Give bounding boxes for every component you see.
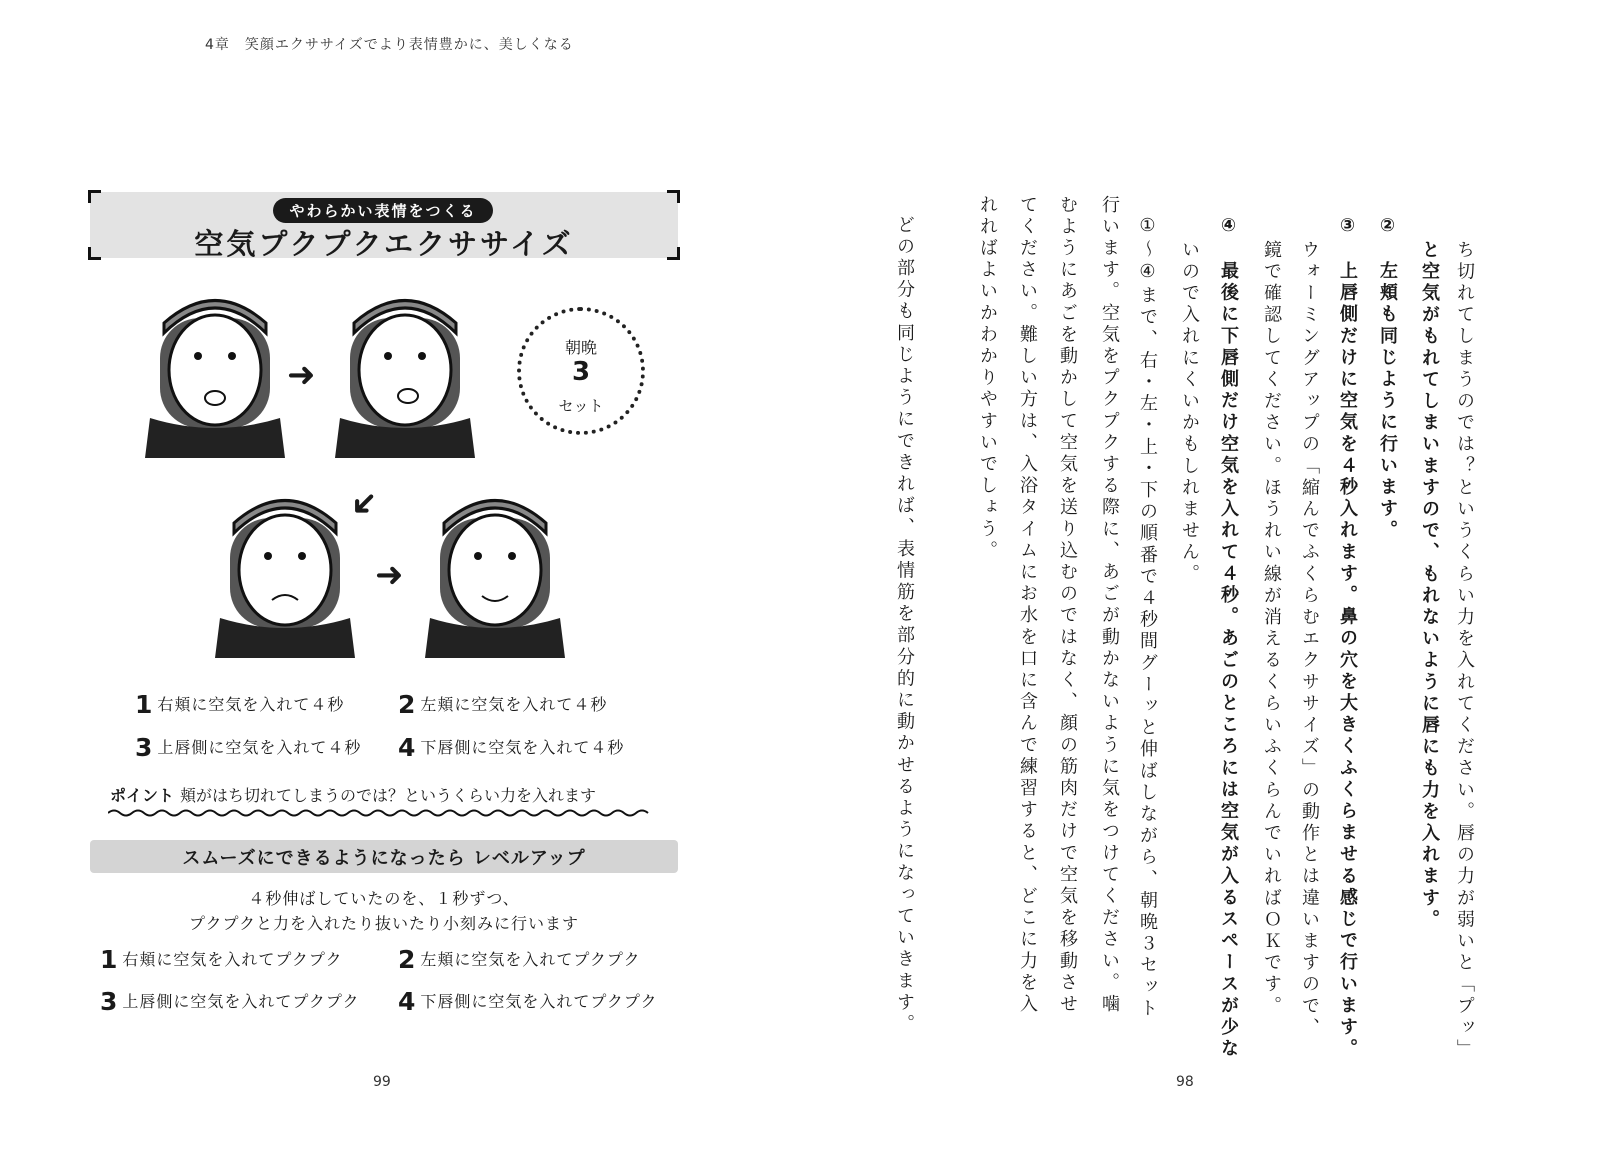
- step-number: 2: [398, 690, 417, 719]
- point-text: 頬がはち切れてしまうのでは？というくらい力を入れます: [180, 786, 597, 805]
- step-text: 上唇側に空気を入れて４秒: [157, 738, 362, 757]
- body-column: ウォーミングアップの「縮んでふくらむエクササイズ」の動作とは違いますので、: [1299, 240, 1320, 1040]
- page-number-left: 99: [373, 1074, 391, 1090]
- body-column: ② 左頬も同じように行います。: [1377, 215, 1398, 542]
- face-illustration-step2: [330, 278, 480, 458]
- arrow-down-left-icon: ➜: [340, 479, 389, 529]
- body-column: いので入れにくいかもしれません。: [1179, 240, 1200, 586]
- step-text: 右頬に空気を入れてプクプク: [122, 950, 343, 969]
- face-illustration-step1: [140, 278, 290, 458]
- step-item: [135, 733, 361, 762]
- step-item: [398, 690, 607, 719]
- levelup-step-item: [398, 945, 640, 974]
- step-text: 上唇側に空気を入れてプクプク: [122, 992, 360, 1011]
- body-column: どの部分も同じようにできれば、表情筋を部分的に動かせるようになっていきます。: [894, 215, 915, 1036]
- step-number: 3: [100, 987, 119, 1016]
- levelup-desc-line1: ４秒伸ばしていたのを、１秒ずつ、: [248, 889, 520, 908]
- levelup-heading: スムーズにできるようになったら レベルアップ: [90, 840, 678, 873]
- body-column: ①〜④まで、右・左・上・下の順番で４秒間グーッと伸ばしながら、朝晩３セット: [1137, 215, 1158, 1021]
- page-number-right: 98: [1176, 1074, 1194, 1090]
- point-label: ポイント: [110, 786, 175, 805]
- badge-line1: 朝晩: [564, 338, 597, 357]
- body-column: と空気がもれてしまいますので、もれないように唇にも力を入れます。: [1419, 240, 1440, 932]
- levelup-step-item: [100, 945, 342, 974]
- face-illustration-step4: [420, 478, 570, 658]
- levelup-step-item: [398, 987, 657, 1016]
- step-item: [135, 690, 344, 719]
- arrow-right-icon: ➜: [375, 555, 404, 595]
- step-text: 左頬に空気を入れてプクプク: [420, 950, 641, 969]
- exercise-title: 空気プクプクエクササイズ: [194, 227, 574, 261]
- face-illustration-step3: [210, 478, 360, 658]
- chapter-header: 4章 笑顔エクササイズでより表情豊かに、美しくなる: [205, 37, 574, 53]
- corner-mark: [88, 190, 101, 203]
- body-column: ④ 最後に下唇側だけ空気を入れて４秒。あごのところには空気が入るスペースが少な: [1218, 215, 1239, 1061]
- step-number: 2: [398, 945, 417, 974]
- levelup-desc-line2: プクプクと力を入れたり抜いたり小刻みに行います: [188, 914, 580, 933]
- step-number: 4: [398, 733, 417, 762]
- step-number: 4: [398, 987, 417, 1016]
- body-column: ③ 上唇側だけに空気を４秒入れます。鼻の穴を大きくふくらませる感じで行います。: [1337, 215, 1358, 1061]
- step-number: 1: [100, 945, 119, 974]
- step-text: 下唇側に空気を入れてプクプク: [420, 992, 658, 1011]
- step-number: 1: [135, 690, 154, 719]
- corner-mark: [667, 190, 680, 203]
- body-column: 鏡で確認してください。ほうれい線が消えるくらいふくらんでいればＯＫです。: [1261, 240, 1282, 1018]
- body-column: てください。難しい方は、入浴タイムにお水を口に含んで練習すると、どこに力を入: [1017, 195, 1038, 1016]
- body-column: 行います。空気をプクプクする際に、あごが動かないように気をつけてください。噛: [1099, 195, 1120, 1016]
- step-number: 3: [135, 733, 154, 762]
- wavy-divider: [108, 808, 658, 818]
- point-note: [110, 783, 596, 806]
- badge-unit: セット: [558, 397, 604, 415]
- frequency-badge: [517, 307, 645, 435]
- step-text: 右頬に空気を入れて４秒: [157, 695, 345, 714]
- exercise-subtitle: やわらかい表情をつくる: [273, 198, 493, 223]
- step-text: 下唇側に空気を入れて４秒: [420, 738, 625, 757]
- step-text: 左頬に空気を入れて４秒: [420, 695, 608, 714]
- body-column: むようにあごを動かして空気を送り込むのではなく、顔の筋肉だけで空気を移動させ: [1057, 195, 1078, 1016]
- arrow-right-icon: ➜: [287, 355, 316, 395]
- badge-count: 3: [571, 357, 591, 387]
- body-column: れればよいかわかりやすいでしょう。: [977, 195, 998, 563]
- levelup-step-item: [100, 987, 359, 1016]
- step-item: [398, 733, 624, 762]
- body-column: ち切れてしまうのでは？というくらい力を入れてください。唇の力が弱いと「プッ」: [1454, 240, 1475, 1061]
